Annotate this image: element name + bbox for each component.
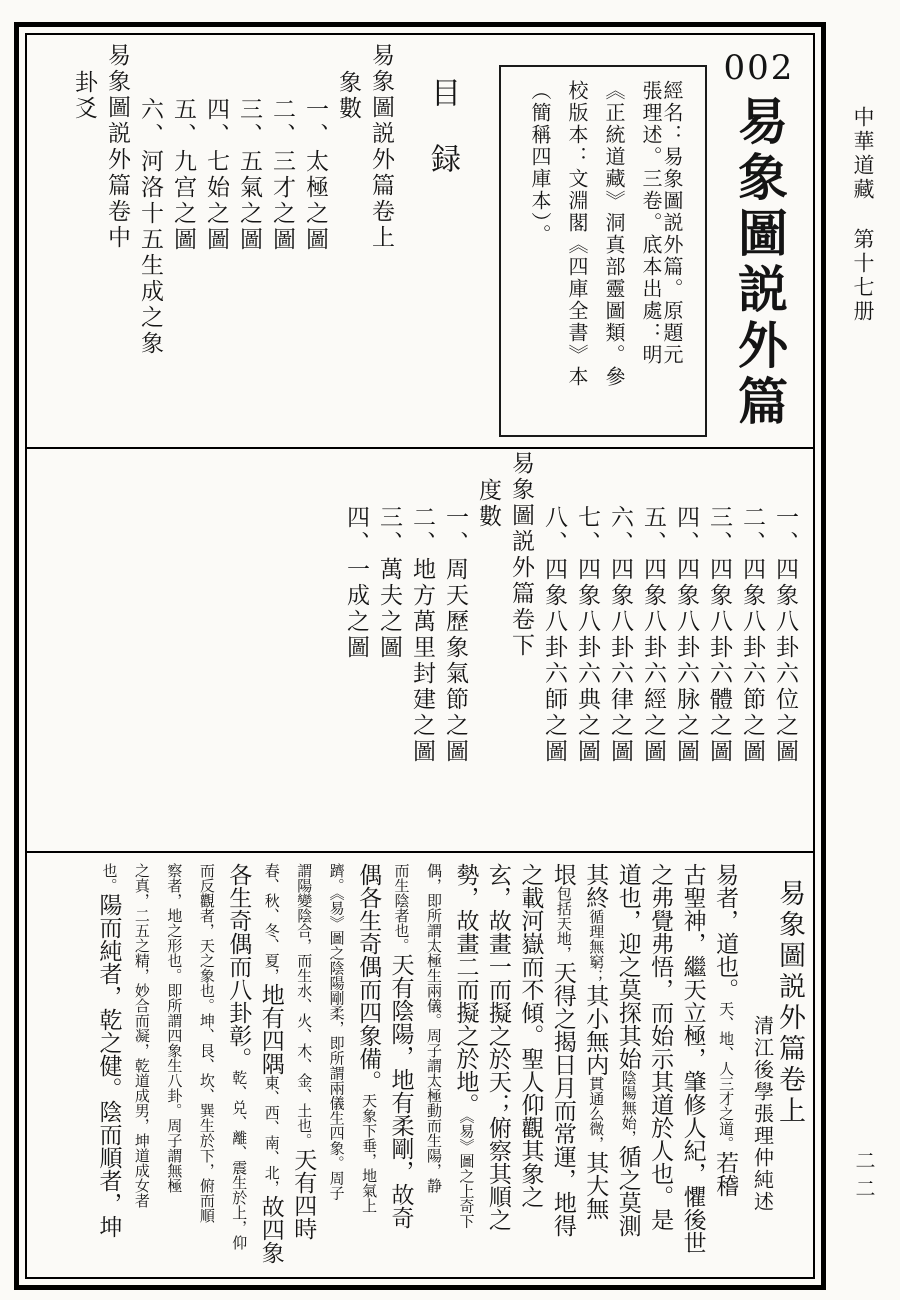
annotation-text: 貫通么微， (587, 1076, 604, 1151)
annotation-text: 也。 (100, 863, 117, 893)
toc-item: 易象圖説外篇卷上 (369, 43, 394, 251)
toc-item: 四、一成之圖 (344, 505, 369, 661)
colophon-line: 《正統道藏》洞真部靈圖類。參 (602, 80, 624, 388)
main-text: 天有四時 (291, 1148, 317, 1240)
body-text-column (486, 863, 509, 1273)
toc-item: 五、四象八卦六經之圖 (641, 505, 666, 765)
main-text: 古聖神，繼天立極，肇修人紀，懼後世 (680, 863, 706, 1254)
toc-item: 七、四象八卦六典之圖 (575, 505, 600, 765)
toc-item: 二、四象八卦六節之圖 (740, 505, 765, 765)
body-text-column (551, 863, 574, 1273)
annotation-text: 包括天地， (554, 886, 571, 961)
main-text: 各生奇偶而八卦彰。 (226, 863, 252, 1070)
annotation-text: 謂陽變陰合，而生水、火、木、金、土也。 (295, 863, 312, 1148)
main-text: 易者，道也。 (713, 863, 739, 1001)
toc-heading: 目録 (426, 77, 459, 209)
main-text: 天得之揭日月而常運，地得 (550, 961, 576, 1237)
main-text: 陽而純者，乾之健。陰而順者，坤 (96, 893, 122, 1238)
main-text: 道也，迎之莫探其始 (615, 863, 641, 1070)
main-text: 勢，故畫二而擬之於地。 (453, 863, 479, 1116)
toc-item: 四、七始之圖 (204, 97, 229, 253)
main-text: 玄，故畫一而擬之於天；俯察其順之 (485, 863, 511, 1231)
colophon-line: （簡稱四庫本）。 (528, 80, 550, 246)
section-toc-lower (27, 451, 813, 849)
colophon-line: 張理述。三卷。底本出處：明 (639, 80, 661, 366)
toc-item: 易象圖説外篇卷中 (105, 43, 130, 251)
annotation-text: 察者，地之形也。即所謂四象生八卦。周子謂無極 (165, 863, 182, 1193)
body-text-column (616, 863, 639, 1273)
annotation-text: 陰陽無始， (619, 1070, 636, 1145)
annotation-text: 躋。《易》圖之陰陽剛柔，即所謂兩儀生四象。周子 (327, 863, 344, 1201)
body-text-column (714, 863, 737, 1273)
annotation-text: 而生陰者也。 (392, 863, 409, 953)
divider-rule (27, 851, 813, 853)
annotation-text: 而反觀者，天之象也。坤、艮、坎、巽生於下，俯而順 (197, 863, 214, 1223)
document-number: 002 (723, 48, 795, 88)
page-inner-frame (25, 33, 815, 1279)
spine-label (848, 106, 878, 526)
body-text-column (324, 863, 347, 1273)
spine-series: 中華道藏 (851, 106, 875, 202)
body-text-column (194, 863, 217, 1273)
toc-item: 三、五氣之圖 (237, 97, 262, 253)
main-text: 之弗覺弗悟，而始示其道於人也。是 (648, 863, 674, 1231)
toc-item: 四、四象八卦六脉之圖 (674, 505, 699, 765)
chapter-author: 清江後學張理仲純述 (750, 1015, 773, 1213)
body-text-column (681, 863, 704, 1273)
toc-item: 卦爻 (72, 70, 97, 122)
main-text: 之載河嶽而不傾。聖人仰觀其象之 (518, 863, 544, 1208)
toc-item: 三、四象八卦六體之圖 (707, 505, 732, 765)
masthead (709, 48, 809, 443)
annotation-text: 乾、兑、離、震生於上，仰 (230, 1070, 247, 1250)
toc-item: 象數 (336, 70, 361, 122)
main-text: 其小無内 (583, 984, 609, 1076)
toc-item: 三、萬夫之圖 (377, 505, 402, 661)
main-text: 地有四隅 (258, 983, 284, 1075)
chapter-title: 易象圖説外篇卷上 (775, 879, 805, 1127)
toc-item: 二、地方萬里封建之圖 (410, 505, 435, 765)
main-text: 故四象 (258, 1195, 284, 1264)
body-text-column (357, 863, 380, 1273)
annotation-text: 天、地、人三才之道。 (717, 1001, 734, 1151)
body-text-column (97, 863, 120, 1273)
toc-item: 一、四象八卦六位之圖 (773, 505, 798, 765)
main-text: 天有陰陽，地有柔剛，故奇 (388, 953, 414, 1229)
toc-upper-list (41, 43, 393, 437)
annotation-text: 循理無窮； (587, 909, 604, 984)
annotation-text: 之真，二五之精，妙合而凝，乾道成男，坤道成女者 (132, 863, 149, 1208)
annotation-text: 偶，即所謂太極生兩儀。周子謂太極動而生陽，静 (425, 863, 441, 1193)
divider-rule (27, 447, 813, 449)
spine-volume: 第十七册 (851, 228, 875, 324)
toc-item: 六、河洛十五生成之象 (138, 97, 163, 357)
colophon-box (499, 65, 707, 437)
colophon-line: 校版本：文淵閣《四庫全書》本 (565, 80, 587, 388)
colophon-text (512, 80, 681, 422)
main-text: 循之莫測 (615, 1145, 641, 1237)
annotation-text: 東、西、南、北， (262, 1075, 279, 1195)
body-text-column (422, 863, 445, 1273)
toc-item: 度數 (476, 478, 501, 530)
annotation-text: 春、秋、冬、夏， (262, 863, 279, 983)
body-text-column (649, 863, 672, 1273)
body-text-column (129, 863, 152, 1273)
body-text-column (584, 863, 607, 1273)
body-text-column (389, 863, 412, 1273)
main-text: 偶各生奇偶而四象備。 (356, 863, 382, 1093)
annotation-text: 《易》圖之上奇下 (457, 1116, 474, 1229)
page-number: 二二 (852, 1150, 874, 1206)
body-text-column (519, 863, 542, 1273)
main-text: 其終 (583, 863, 609, 909)
body-text-column (454, 863, 477, 1273)
page-frame (14, 22, 826, 1290)
section-toc-upper (27, 35, 813, 445)
annotation-text: 天象下垂，地氣上 (360, 1093, 377, 1213)
section-chapter-body (27, 855, 813, 1277)
body-text-column (292, 863, 315, 1273)
colophon-line: 經名：易象圖説外篇。原題元 (660, 80, 682, 366)
main-text: 垠 (550, 863, 576, 886)
toc-item: 八、四象八卦六師之圖 (542, 505, 567, 765)
main-text: 其大無 (583, 1151, 609, 1220)
main-text: 若稽 (713, 1151, 739, 1197)
toc-item: 五、九宫之圖 (171, 97, 196, 253)
body-text-column (259, 863, 282, 1273)
body-text-column (227, 863, 250, 1273)
document-title: 易象圖説外篇 (731, 95, 787, 431)
toc-item: 易象圖説外篇卷下 (509, 451, 534, 659)
toc-item: 六、四象八卦六律之圖 (608, 505, 633, 765)
toc-item: 一、太極之圖 (303, 97, 328, 253)
body-text-column (162, 863, 185, 1273)
toc-item: 一、周天歷象氣節之圖 (443, 505, 468, 765)
toc-item: 二、三才之圖 (270, 97, 295, 253)
